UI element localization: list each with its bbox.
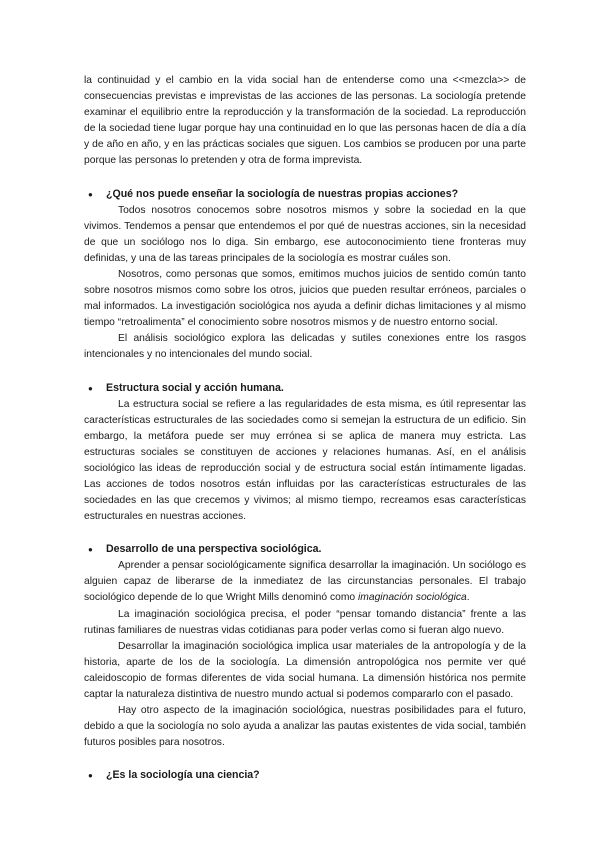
bullet-icon: ● — [88, 545, 93, 555]
paragraph: Nosotros, como personas que somos, emitimos muchos juicios de sentido común tanto sobre nosotros mismos como sobre los otros, juicios que pueden resultar erróneos, parciales o mal informados. La investigación sociológica nos ayuda a definir dichas limitaciones y al mismo tiempo “retroalimenta” el conocimiento sobre nosotros mismos y de nuestro entorno social. — [84, 268, 526, 329]
bullet-icon: ● — [88, 383, 93, 393]
section-heading-estructura — [84, 380, 526, 397]
paragraph: Todos nosotros conocemos sobre nosotros mismos y sobre la sociedad en la que vivimos. Tendemos a pensar que entendemos el por qué de nuestras acciones, sin la necesidad de que un sociólogo nos lo diga. Sin embargo, ese autoconocimiento tiene fronteras muy definidas, y una de las tareas principales de la sociología es mostrar cuáles son. — [84, 204, 526, 264]
italic-term: imaginación sociológica — [357, 592, 467, 604]
bullet-icon: ● — [88, 771, 93, 781]
section-heading-ciencia — [84, 767, 526, 784]
paragraph: El análisis sociológico explora las delicadas y sutiles conexiones entre los rasgos intencionales y no intencionales del mundo social. — [84, 333, 526, 361]
paragraph-end: . — [466, 592, 470, 604]
paragraph: La imaginación sociológica precisa, el poder “pensar tomando distancia” frente a las rutinas familiares de nuestras vidas cotidianas para poder verlas como si fueran algo nuevo. — [84, 608, 526, 636]
section-heading-text: Desarrollo de una perspectiva sociológica. — [106, 543, 322, 556]
section-heading-text: ¿Qué nos puede enseñar la sociología de nuestras propias acciones? — [106, 187, 459, 200]
section-heading-acciones — [84, 186, 526, 203]
document-page — [84, 73, 526, 784]
paragraph: Hay otro aspecto de la imaginación sociológica, nuestras posibilidades para el futuro, debido a que la sociología no solo ayuda a analizar las pautas existentes de vida social, también futuros posibles para nosotros. — [84, 705, 526, 749]
paragraph — [84, 558, 526, 606]
paragraph: La estructura social se refiere a las regularidades de esta misma, es útil representar las características estructurales de las sociedades como si semejan la estructura de un edificio. Sin embargo, la metáfora puede ser muy errónea si se aplica de manera muy estricta. Las estructuras sociales se constituyen de acciones y relaciones humanas. Así, en el análisis sociológico las ideas de reproducción social y de estructura social están íntimamente ligadas. Las acciones de todos nosotros están influidas por las características estructurales de las sociedades en las que crecemos y vivimos; al mismo tiempo, recreamos esas características estructurales en nuestras acciones. — [84, 398, 526, 523]
section-heading-perspectiva — [84, 541, 526, 558]
section-heading-text: ¿Es la sociología una ciencia? — [106, 769, 260, 782]
paragraph: Desarrollar la imaginación sociológica implica usar materiales de la antropología y de la historia, aparte de los de la sociología. La dimensión antropológica nos permite ver qué caleidoscopio de formas diferentes de vida social humana. La dimensión histórica nos permite captar la naturaleza distintiva de nuestro mundo actual si podemos compararlo con el pasado. — [84, 640, 526, 700]
bullet-icon: ● — [88, 189, 93, 199]
intro-paragraph: la continuidad y el cambio en la vida social han de entenderse como una <<mezcla>> de consecuencias previstas e imprevistas de las acciones de las personas. La sociología pretende examinar el equilibrio entre la reproducción y la transformación de la sociedad. La reproducción de la sociedad tiene lugar porque hay una continuidad en lo que las personas hacen de día a día y de año en año, y en las prácticas sociales que siguen. Los cambios se producen por una parte porque las personas lo pretenden y otra de forma imprevista. — [84, 75, 526, 167]
paragraph-text: Aprender a pensar sociológicamente significa desarrollar la imaginación. Un sociólogo es alguien capaz de liberarse de la inmediatez de las circunstancias personales. El trabajo sociológico depende de lo que Wright Mills denominó como — [84, 560, 526, 604]
section-heading-text: Estructura social y acción humana. — [106, 381, 284, 394]
